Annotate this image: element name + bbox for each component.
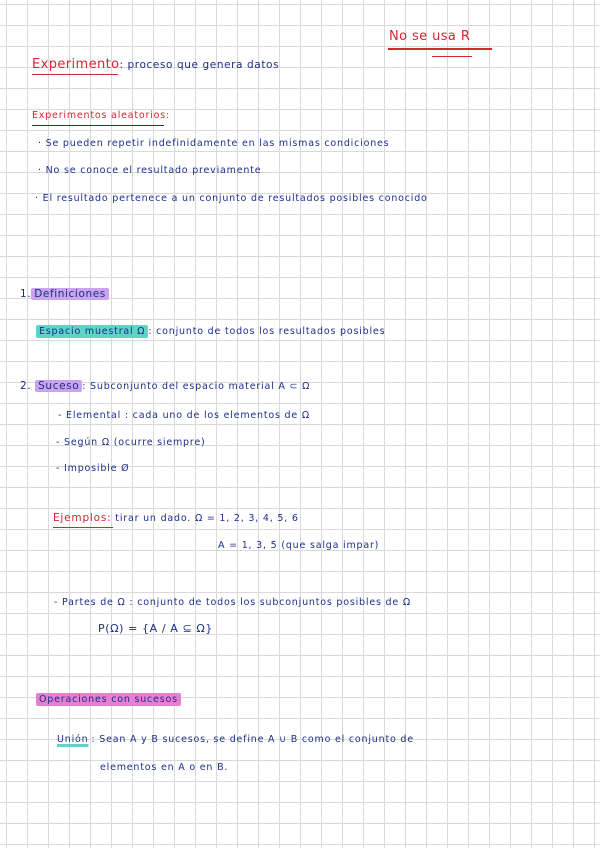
suceso-item-elemental: - Elemental : cada uno de los elementos de Ω [58, 410, 310, 421]
aleatorios-bullet-2: · No se conoce el resultado previamente [38, 165, 262, 176]
union-definition: : Sean A y B sucesos, se define A ∪ B como el conjunto de [91, 734, 414, 745]
aleatorios-heading: Experimentos aleatorios: [32, 110, 171, 121]
experimento-definition: : proceso que genera datos [119, 59, 280, 71]
espacio-term: Espacio muestral Ω [36, 325, 148, 338]
aleatorios-bullet-3: · El resultado pertenece a un conjunto de resultados posibles conocido [35, 193, 428, 204]
aleatorios-underline [32, 125, 164, 126]
header-note-underline-2 [432, 56, 472, 57]
header-note: No se usa R [389, 29, 471, 44]
ejemplos-a-line: A = 1, 3, 5 (que salga impar) [218, 540, 380, 551]
definiciones-label: Definiciones [31, 288, 109, 300]
espacio-definition: : conjunto de todos los resultados posibles [148, 326, 386, 337]
operaciones-heading [36, 694, 181, 705]
ejemplos-line [53, 512, 299, 524]
ejemplos-text: tirar un dado. Ω = 1, 2, 3, 4, 5, 6 [115, 513, 299, 524]
experimento-term: Experimento [32, 57, 120, 72]
aleatorios-bullet-1: · Se pueden repetir indefinidamente en las mismas condiciones [38, 138, 390, 149]
suceso-line [20, 380, 310, 392]
partes-formula: P(Ω) = {A / A ⊆ Ω} [98, 622, 213, 635]
union-line-2: elementos en A o en B. [100, 762, 229, 773]
experimento-line [32, 57, 279, 72]
suceso-item-segun: - Según Ω (ocurre siempre) [56, 437, 206, 448]
union-line [54, 734, 414, 745]
ejemplos-underline [53, 527, 113, 528]
espacio-line [36, 326, 385, 337]
suceso-item-imposible: - Imposible Ø [56, 463, 130, 474]
suceso-definition: : Subconjunto del espacio material A ⊂ Ω [82, 381, 311, 392]
ejemplos-term: Ejemplos: [53, 512, 112, 524]
partes-line: - Partes de Ω : conjunto de todos los subconjuntos posibles de Ω [54, 597, 411, 608]
operaciones-label: Operaciones con sucesos [36, 693, 181, 706]
suceso-term: Suceso [35, 380, 82, 392]
definiciones-heading [20, 288, 109, 300]
definiciones-number: 1. [20, 288, 32, 300]
experimento-underline [32, 74, 118, 75]
union-term: Unión [57, 734, 89, 745]
header-note-underline [388, 48, 492, 50]
suceso-number: 2. [20, 380, 32, 392]
